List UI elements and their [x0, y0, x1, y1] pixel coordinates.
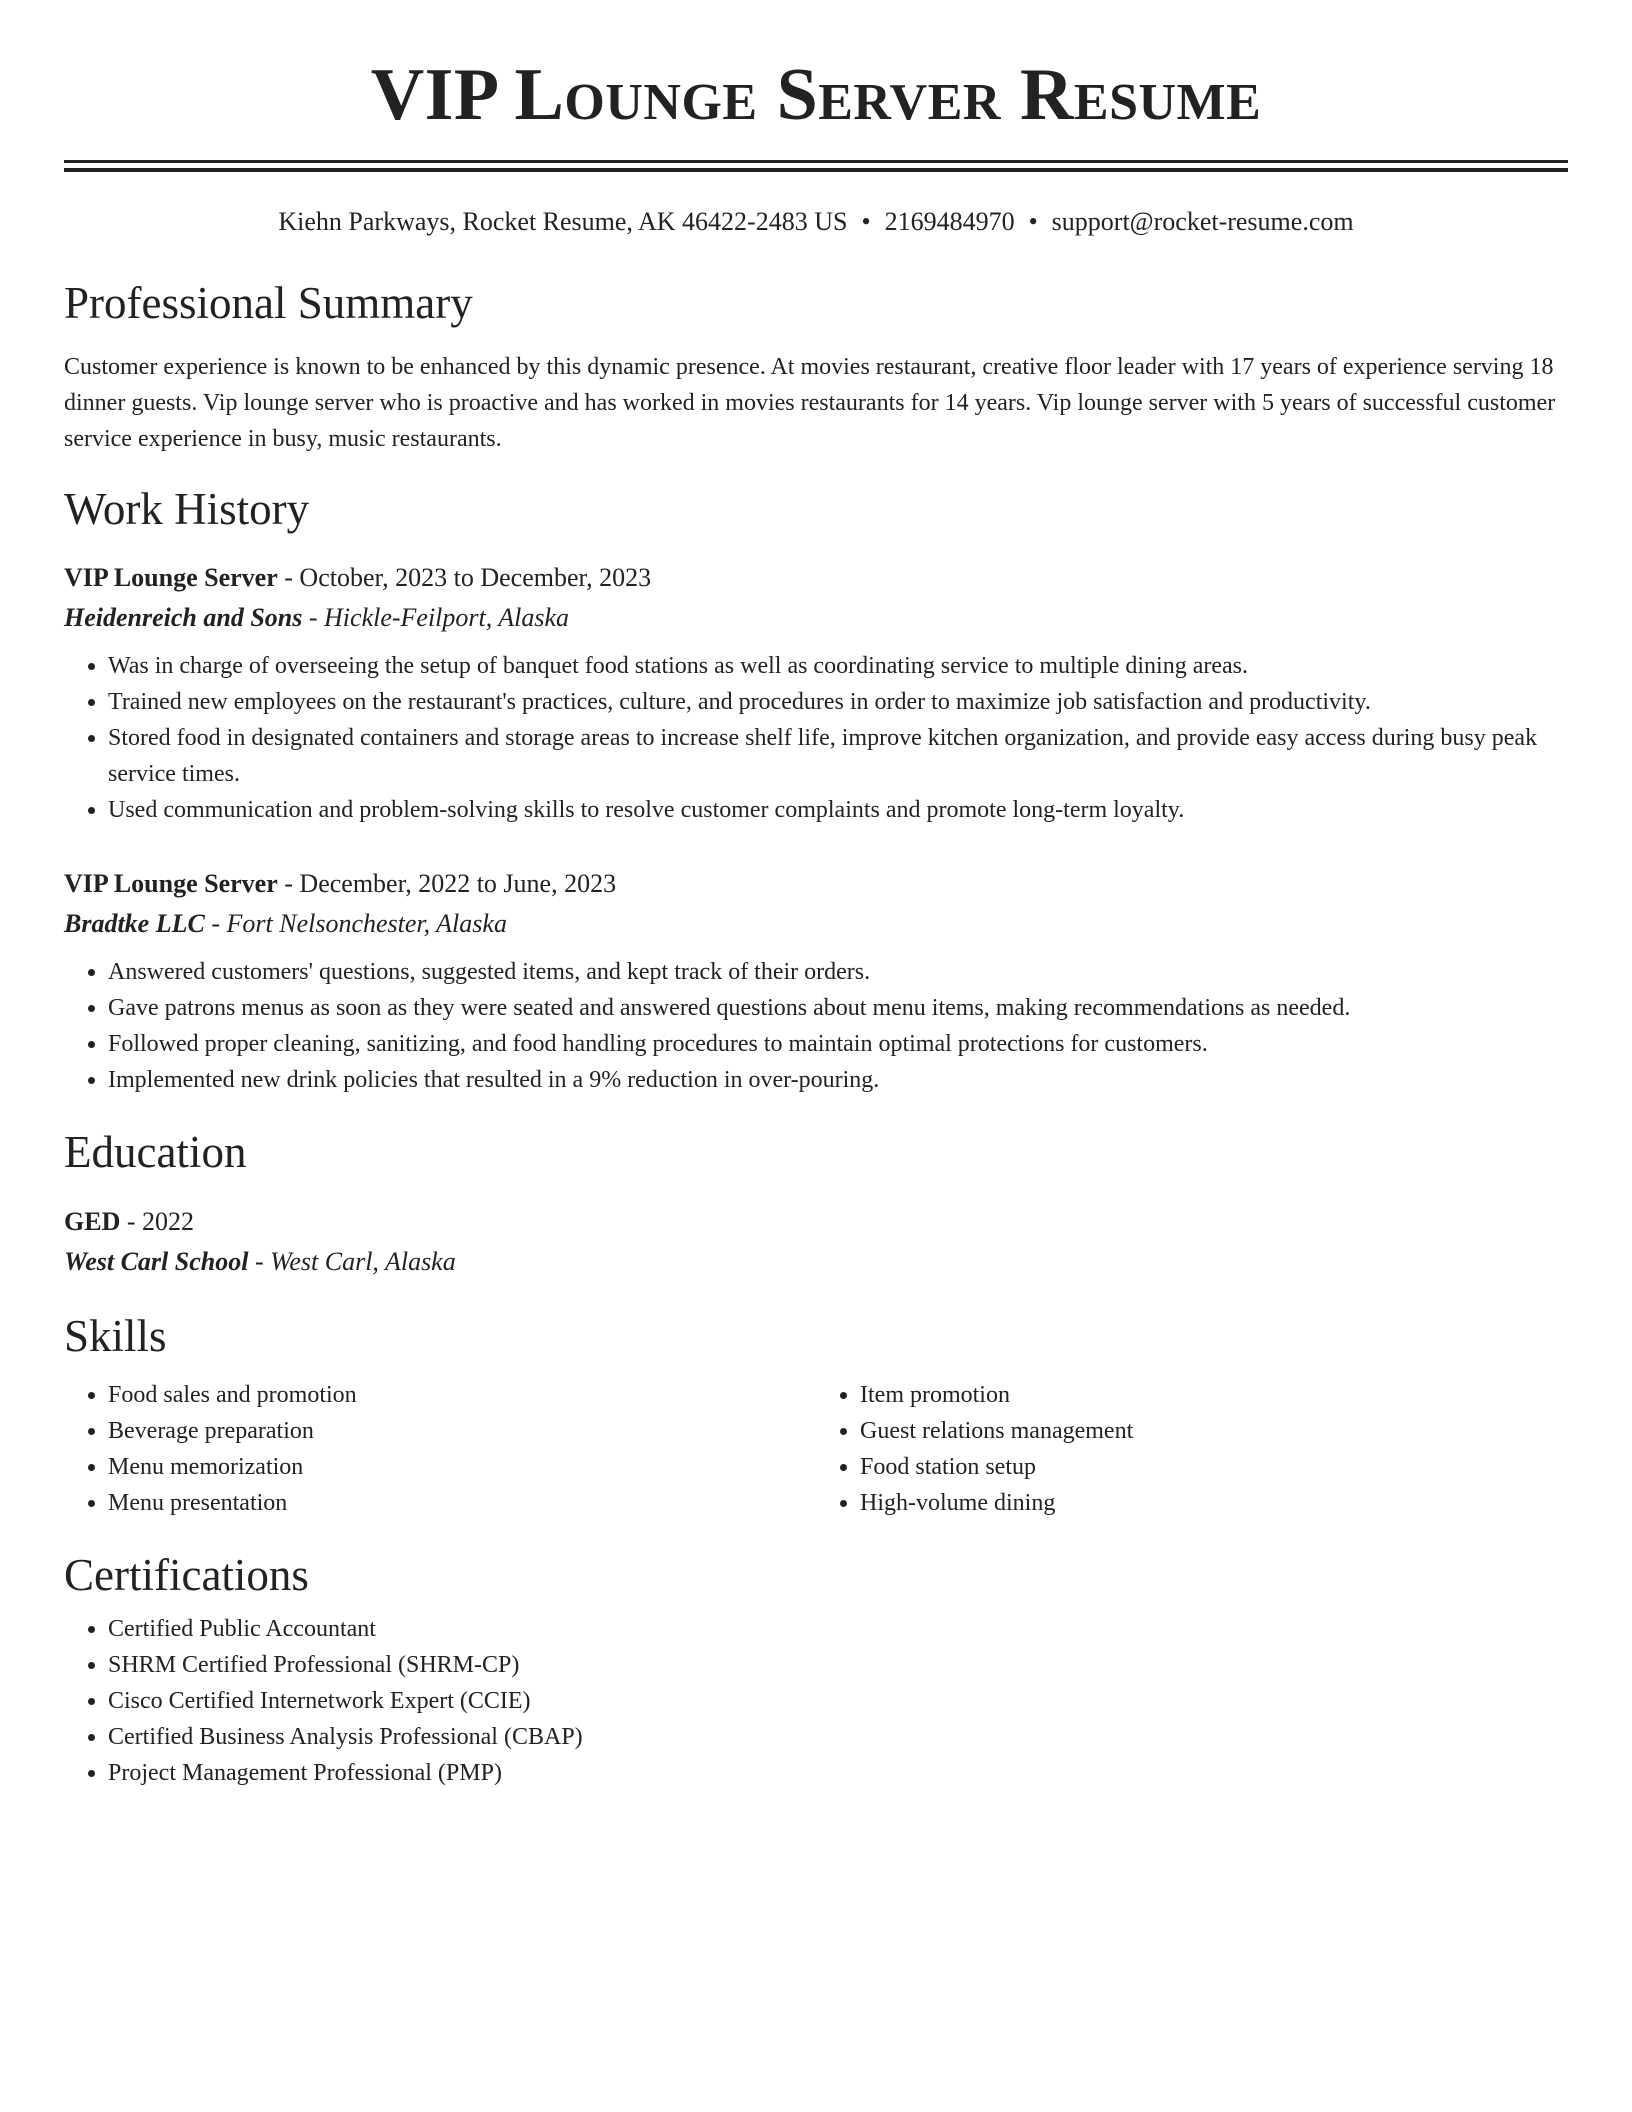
job-title-line: [64, 558, 1568, 598]
skill-item: • Menu presentation: [108, 1485, 816, 1521]
certification-item: • Certified Public Accountant: [108, 1611, 1568, 1647]
skill-item: • High-volume dining: [860, 1485, 1568, 1521]
job-bullets: [64, 648, 1568, 828]
school-line: [64, 1242, 1568, 1282]
job-dates: - December, 2022 to June, 2023: [277, 869, 617, 899]
contact-line: [64, 206, 1568, 237]
job-employer: Heidenreich and Sons: [64, 603, 303, 633]
certification-item: • Certified Business Analysis Professional (CBAP): [108, 1719, 1568, 1755]
job-bullets: [64, 954, 1568, 1098]
certification-item: • SHRM Certified Professional (SHRM-CP): [108, 1647, 1568, 1683]
skill-item: • Food station setup: [860, 1449, 1568, 1485]
job-location: - Hickle-Feilport, Alaska: [302, 603, 570, 633]
job-bullet: • Stored food in designated containers and storage areas to increase shelf life, improve kitchen organization, and provide easy access during busy peak service times.: [108, 720, 1568, 792]
degree-year: - 2022: [120, 1206, 195, 1236]
skill-item: • Food sales and promotion: [108, 1377, 816, 1413]
job-entry: [64, 864, 1568, 1098]
certification-item: • Cisco Certified Internetwork Expert (CCIE): [108, 1683, 1568, 1719]
certifications-heading: Certifications: [64, 1550, 309, 1601]
skills-heading: Skills: [64, 1310, 167, 1361]
contact-email: support@rocket-resume.com: [1051, 207, 1354, 236]
skills-column-right: [816, 1377, 1568, 1521]
employer-line: [64, 904, 1568, 944]
job-role: VIP Lounge Server: [64, 563, 278, 593]
school-location: - West Carl, Alaska: [248, 1246, 456, 1276]
degree-line: [64, 1202, 1568, 1242]
job-title-line: [64, 864, 1568, 904]
work-history-heading: Work History: [64, 483, 310, 534]
contact-address: Kiehn Parkways, Rocket Resume, AK 46422-2483 US: [278, 207, 848, 236]
certifications-list: [64, 1611, 1568, 1791]
summary-heading: Professional Summary: [64, 278, 473, 329]
contact-separator: •: [861, 207, 871, 236]
education-entry: [64, 1202, 1568, 1282]
resume-title: VIP Lounge Server Resume: [370, 54, 1262, 136]
degree: GED: [64, 1206, 121, 1236]
skills-column-left: [64, 1377, 816, 1521]
job-bullet: • Trained new employees on the restaurant's practices, culture, and procedures in order to maximize job satisfaction and productivity.: [108, 684, 1568, 720]
skill-item: • Beverage preparation: [108, 1413, 816, 1449]
education-heading: Education: [64, 1127, 247, 1178]
job-bullet: • Implemented new drink policies that resulted in a 9% reduction in over-pouring.: [108, 1062, 1568, 1098]
job-bullet: • Gave patrons menus as soon as they were seated and answered questions about menu items, making recommendations as needed.: [108, 990, 1568, 1026]
certification-item: • Project Management Professional (PMP): [108, 1755, 1568, 1791]
school-name: West Carl School: [64, 1246, 249, 1276]
employer-line: [64, 598, 1568, 638]
job-employer: Bradtke LLC: [64, 909, 205, 939]
skill-item: • Item promotion: [860, 1377, 1568, 1413]
title-double-rule: [64, 160, 1568, 172]
job-bullet: • Used communication and problem-solving skills to resolve customer complaints and promote long-term loyalty.: [108, 792, 1568, 828]
skills-grid: [64, 1377, 1568, 1521]
summary-text: Customer experience is known to be enhanced by this dynamic presence. At movies restaurant, creative floor leader with 17 years of experience serving 18 dinner guests. Vip lounge server who is proactive and has worked in movies restaurants for 14 years. Vip lounge server with 5 years of successful customer service experience in busy, music restaurants.: [64, 353, 1556, 452]
skill-item: • Menu memorization: [108, 1449, 816, 1485]
job-bullet: • Answered customers' questions, suggested items, and kept track of their orders.: [108, 954, 1568, 990]
job-location: - Fort Nelsonchester, Alaska: [204, 909, 507, 939]
job-dates: - October, 2023 to December, 2023: [277, 563, 652, 593]
job-role: VIP Lounge Server: [64, 869, 278, 899]
contact-phone: 2169484970: [884, 207, 1015, 236]
job-bullet: • Was in charge of overseeing the setup of banquet food stations as well as coordinating service to multiple dining areas.: [108, 648, 1568, 684]
job-entry: [64, 558, 1568, 828]
job-bullet: • Followed proper cleaning, sanitizing, and food handling procedures to maintain optimal protections for customers.: [108, 1026, 1568, 1062]
skill-item: • Guest relations management: [860, 1413, 1568, 1449]
contact-separator: •: [1028, 207, 1038, 236]
